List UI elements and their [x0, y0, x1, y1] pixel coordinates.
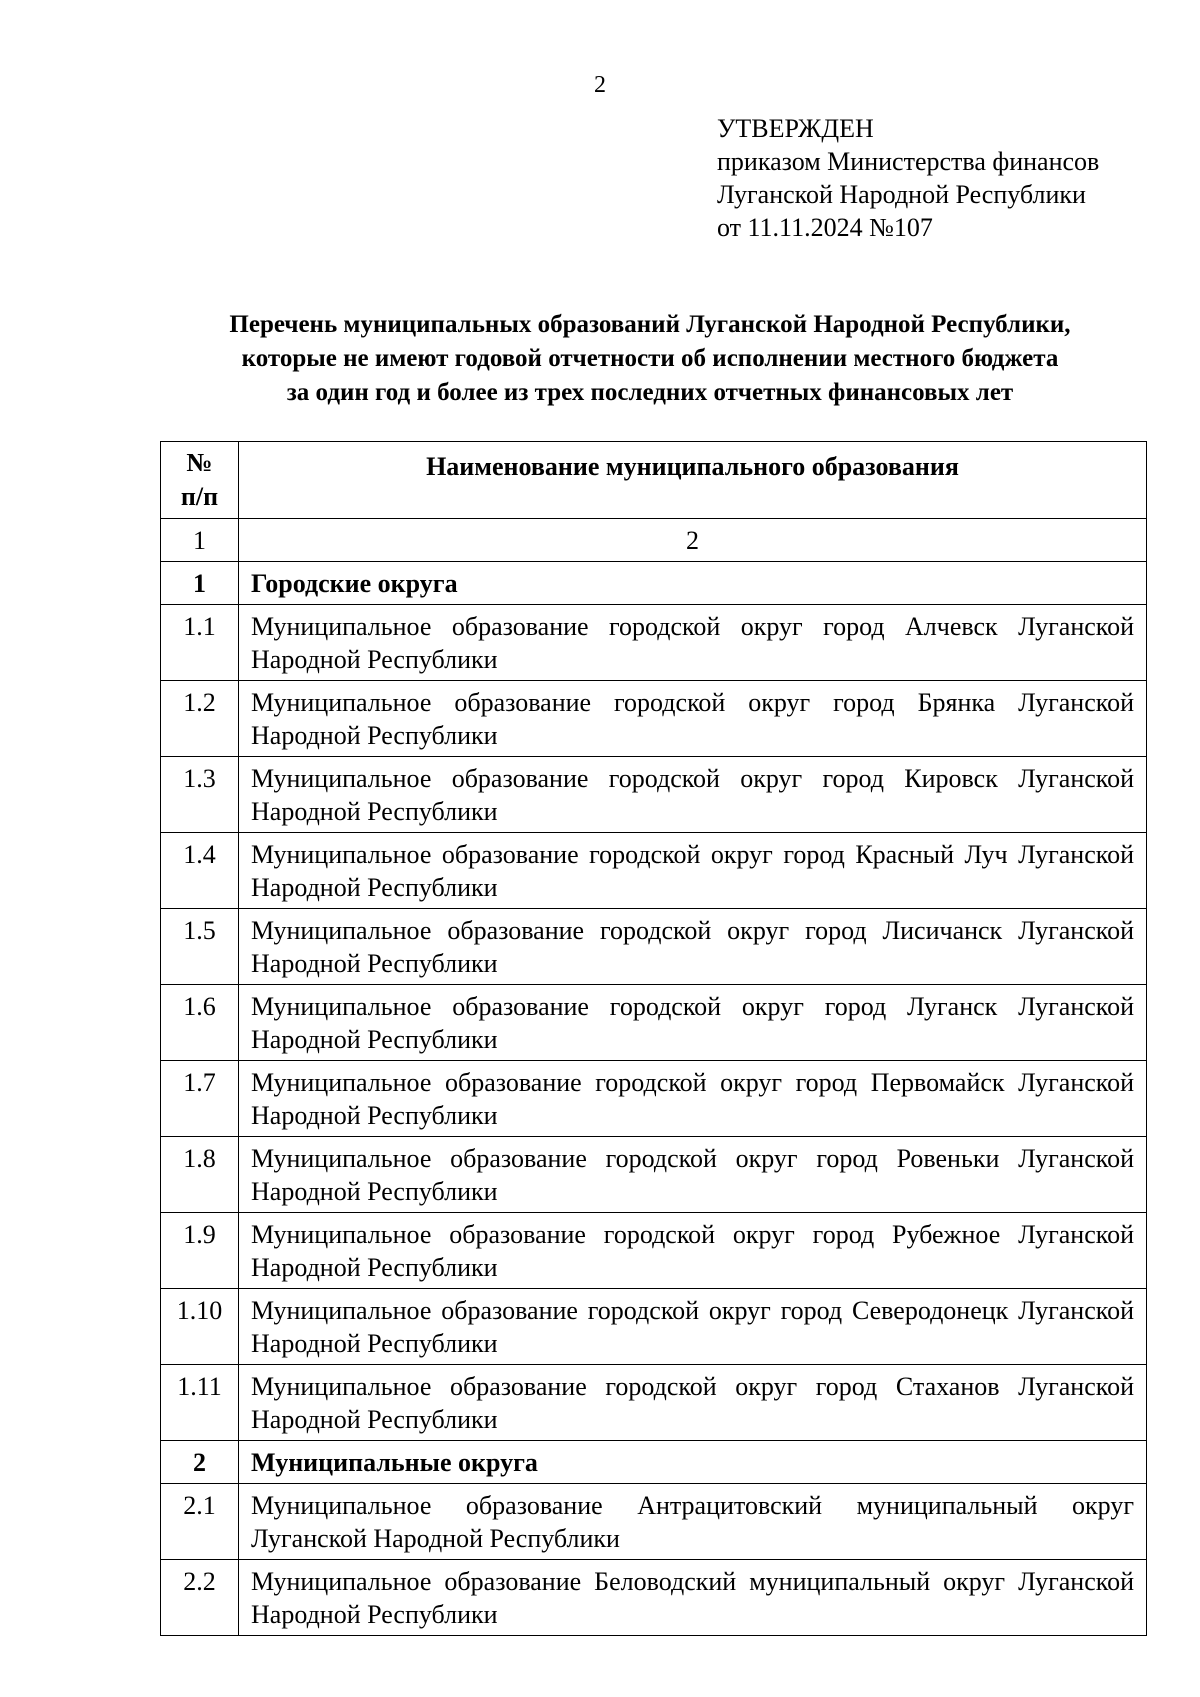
table-row [161, 1560, 1147, 1636]
row-number-cell: 1.2 [161, 681, 239, 757]
municipality-name-cell: Муниципальное образование городской округ город Северодонецк Луганской Народной Республики [239, 1289, 1147, 1365]
column-number-cell: 1 [161, 519, 239, 562]
row-number-cell: 1.6 [161, 985, 239, 1061]
section-row [161, 562, 1147, 605]
row-number-cell: 2.1 [161, 1484, 239, 1560]
table-row [161, 1289, 1147, 1365]
row-number-cell: 1.9 [161, 1213, 239, 1289]
table-row [161, 1137, 1147, 1213]
column-number-cell: 2 [239, 519, 1147, 562]
table-row [161, 1484, 1147, 1560]
title-line: Перечень муниципальных образований Луганской Народной Республики, [229, 311, 1071, 338]
municipality-name-cell: Муниципальное образование городской округ город Луганск Луганской Народной Республики [239, 985, 1147, 1061]
table-row [161, 605, 1147, 681]
page-number: 2 [594, 72, 606, 98]
municipality-name-cell: Муниципальное образование городской округ город Рубежное Луганской Народной Республики [239, 1213, 1147, 1289]
approval-date: от 11.11.2024 №107 [717, 213, 933, 242]
row-number-cell: 1.8 [161, 1137, 239, 1213]
header-number-symbol: № [186, 448, 213, 477]
table-row [161, 1061, 1147, 1137]
municipality-name-cell: Муниципальное образование городской округ город Красный Луч Луганской Народной Республики [239, 833, 1147, 909]
section-title-cell: Муниципальные округа [239, 1441, 1147, 1484]
municipality-name-cell: Муниципальное образование городской округ город Брянка Луганской Народной Республики [239, 681, 1147, 757]
municipality-name-cell: Муниципальное образование городской округ город Стаханов Луганской Народной Республики [239, 1365, 1147, 1441]
table-row [161, 985, 1147, 1061]
table-row [161, 1213, 1147, 1289]
row-number-cell: 1.11 [161, 1365, 239, 1441]
row-number-cell: 1.7 [161, 1061, 239, 1137]
column-numbers-row [161, 519, 1147, 562]
municipality-name-cell: Муниципальное образование городской округ город Ровеньки Луганской Народной Республики [239, 1137, 1147, 1213]
section-row [161, 1441, 1147, 1484]
approval-line: приказом Министерства финансов [717, 147, 1100, 176]
row-number-cell: 1.10 [161, 1289, 239, 1365]
table-row [161, 1365, 1147, 1441]
approval-line: УТВЕРЖДЕН [717, 114, 874, 143]
table-header-row [161, 442, 1147, 519]
title-line: за один год и более из трех последних отчетных финансовых лет [286, 379, 1014, 406]
section-title-cell: Городские округа [239, 562, 1147, 605]
municipalities-table [160, 441, 1147, 1636]
municipality-name-cell: Муниципальное образование городской округ город Алчевск Луганской Народной Республики [239, 605, 1147, 681]
row-number-cell: 1.5 [161, 909, 239, 985]
header-number-cell [161, 442, 239, 519]
municipality-name-cell: Муниципальное образование Антрацитовский муниципальный округ Луганской Народной Республики [239, 1484, 1147, 1560]
table-row [161, 833, 1147, 909]
header-number-label: п/п [180, 482, 219, 511]
municipality-name-cell: Муниципальное образование Беловодский муниципальный округ Луганской Народной Республики [239, 1560, 1147, 1636]
municipality-name-cell: Муниципальное образование городской округ город Лисичанск Луганской Народной Республики [239, 909, 1147, 985]
section-number-cell: 1 [161, 562, 239, 605]
municipality-name-cell: Муниципальное образование городской округ город Кировск Луганской Народной Республики [239, 757, 1147, 833]
municipality-name-cell: Муниципальное образование городской округ город Первомайск Луганской Народной Республики [239, 1061, 1147, 1137]
section-number-cell: 2 [161, 1441, 239, 1484]
approval-stamp [717, 112, 1099, 244]
row-number-cell: 1.4 [161, 833, 239, 909]
table-row [161, 681, 1147, 757]
approval-line: Луганской Народной Республики [717, 180, 1086, 209]
document-title [160, 308, 1140, 410]
header-name-cell: Наименование муниципального образования [239, 442, 1147, 519]
row-number-cell: 1.1 [161, 605, 239, 681]
table-row [161, 909, 1147, 985]
row-number-cell: 1.3 [161, 757, 239, 833]
table-row [161, 757, 1147, 833]
row-number-cell: 2.2 [161, 1560, 239, 1636]
title-line: которые не имеют годовой отчетности об исполнении местного бюджета [241, 345, 1059, 372]
